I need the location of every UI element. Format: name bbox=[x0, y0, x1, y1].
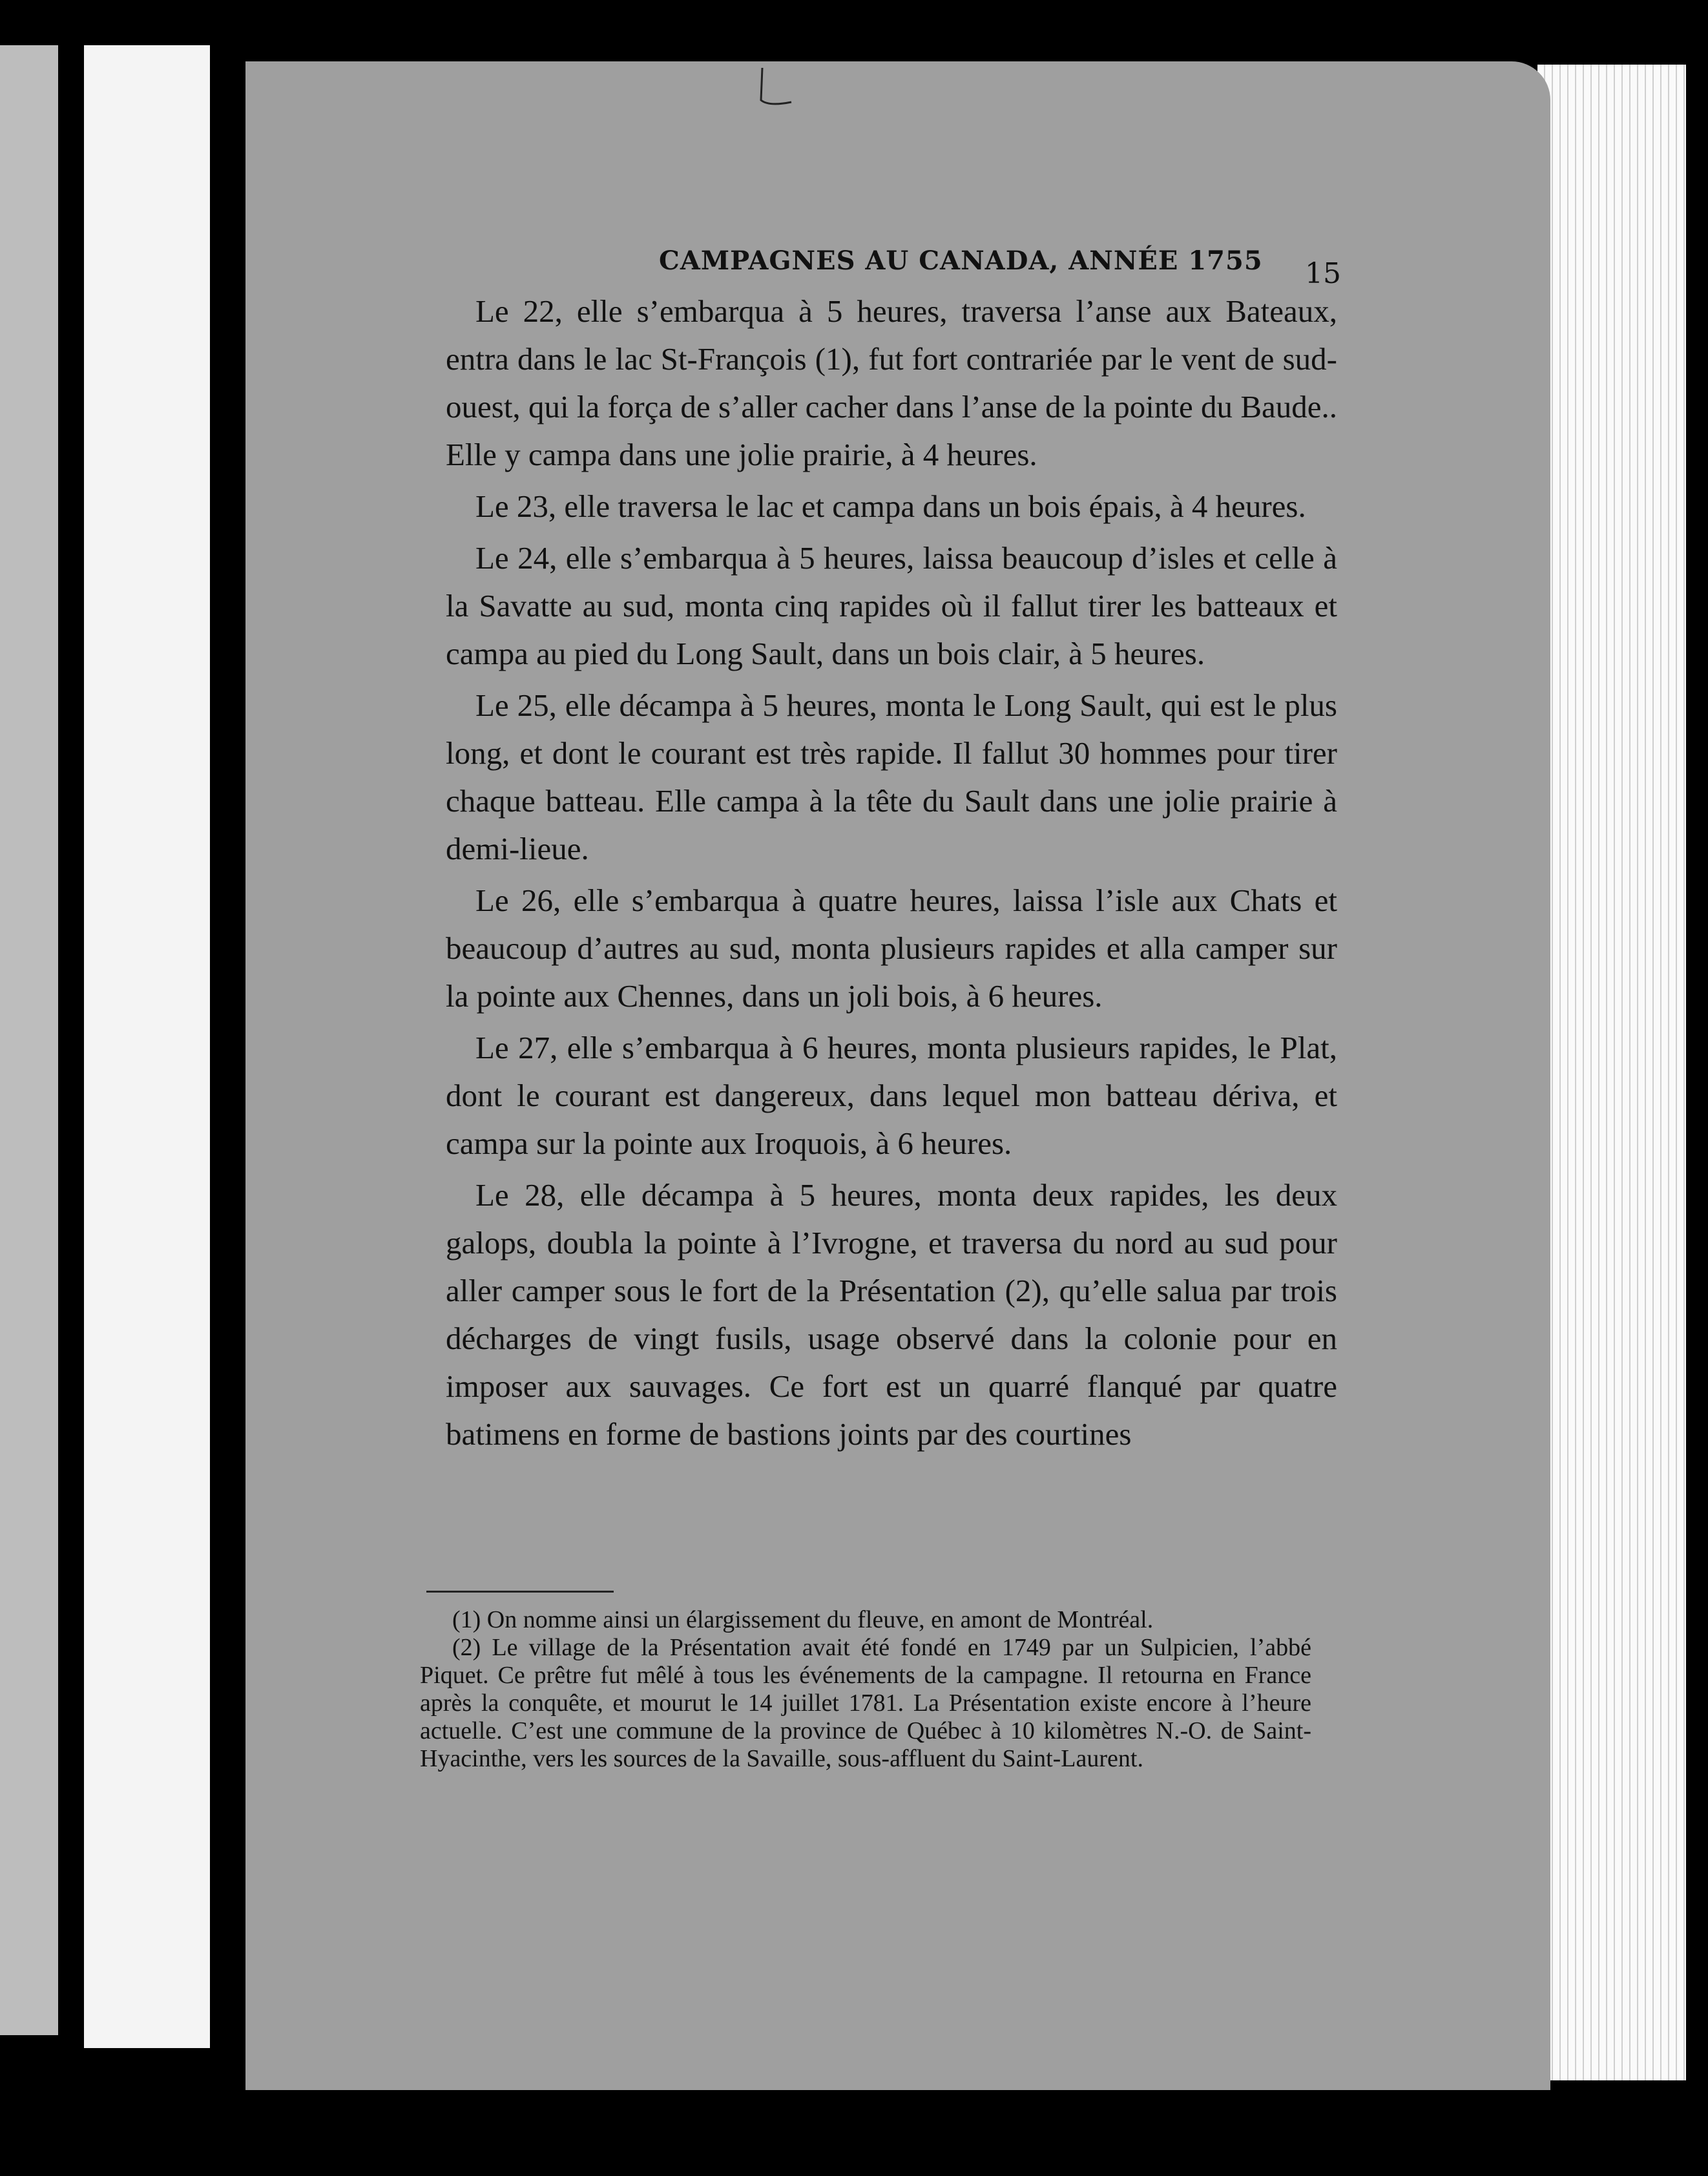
main-text bbox=[446, 288, 1337, 1458]
paragraph: Le 25, elle décampa à 5 heures, monta le Long Sault, qui est le plus long, et dont le courant est très rapide. Il fallut 30 hommes pour tirer chaque batteau. Elle campa à la tête du Sault dans une jolie prairie à demi-lieue. bbox=[446, 687, 1337, 866]
page-number: 15 bbox=[1305, 257, 1341, 290]
footnote: (1) On nomme ainsi un élargissement du fleuve, en amont de Montréal. bbox=[452, 1606, 1154, 1633]
book-gutter bbox=[84, 45, 210, 2048]
footnotes bbox=[420, 1606, 1311, 1773]
page-block-edges bbox=[1537, 65, 1686, 2080]
paragraph: Le 23, elle traversa le lac et campa dans un bois épais, à 4 heures. bbox=[475, 488, 1306, 524]
paragraph: Le 27, elle s’embarqua à 6 heures, monta plusieurs rapides, le Plat, dont le courant est dangereux, dans lequel mon batteau dériva, et campa sur la pointe aux Iroquois, à 6 heures. bbox=[446, 1030, 1337, 1161]
footnote-rule bbox=[426, 1591, 614, 1593]
footnote: (2) Le village de la Présentation avait été fondé en 1749 par un Sulpicien, l’abbé Piquet. Ce prêtre fut mêlé à tous les événements de la campagne. Il retourna en France après la conquête, et mourut le 14 juillet 1781. La Présentation existe encore à l’heure actuelle. C’est une commune de la province de Québec à 10 kilomètres N.-O. de Saint-Hyacinthe, vers les sources de la Savaille, sous-affluent du Saint-Laurent. bbox=[420, 1634, 1311, 1772]
running-head: CAMPAGNES AU CANADA, ANNÉE 1755 bbox=[659, 246, 1263, 276]
paragraph: Le 24, elle s’embarqua à 5 heures, laissa beaucoup d’isles et celle à la Savatte au sud, monta cinq rapides où il fallut tirer les batteaux et campa au pied du Long Sault, dans un bois clair, à 5 heures. bbox=[446, 540, 1337, 671]
paragraph: Le 22, elle s’embarqua à 5 heures, traversa l’anse aux Bateaux, entra dans le lac St-François (1), fut fort contrariée par le vent de sud-ouest, qui la força de s’aller cacher dans l’anse de la pointe du Baude.. Elle y campa dans une jolie prairie, à 4 heures. bbox=[446, 293, 1337, 472]
paragraph: Le 28, elle décampa à 5 heures, monta deux rapides, les deux galops, doubla la pointe à l’Ivrogne, et traversa du nord au sud pour aller camper sous le fort de la Présentation (2), qu’elle salua par trois décharges de vingt fusils, usage observé dans la colonie pour en imposer aux sauvages. Ce fort est un quarré flanqué par quatre batimens en forme de bastions joints par des courtines bbox=[446, 1177, 1337, 1452]
previous-page-edge bbox=[0, 45, 58, 2035]
pencil-mark bbox=[736, 65, 795, 116]
paragraph: Le 26, elle s’embarqua à quatre heures, laissa l’isle aux Chats et beaucoup d’autres au sud, monta plusieurs rapides et alla camper sur la pointe aux Chennes, dans un joli bois, à 6 heures. bbox=[446, 883, 1337, 1014]
